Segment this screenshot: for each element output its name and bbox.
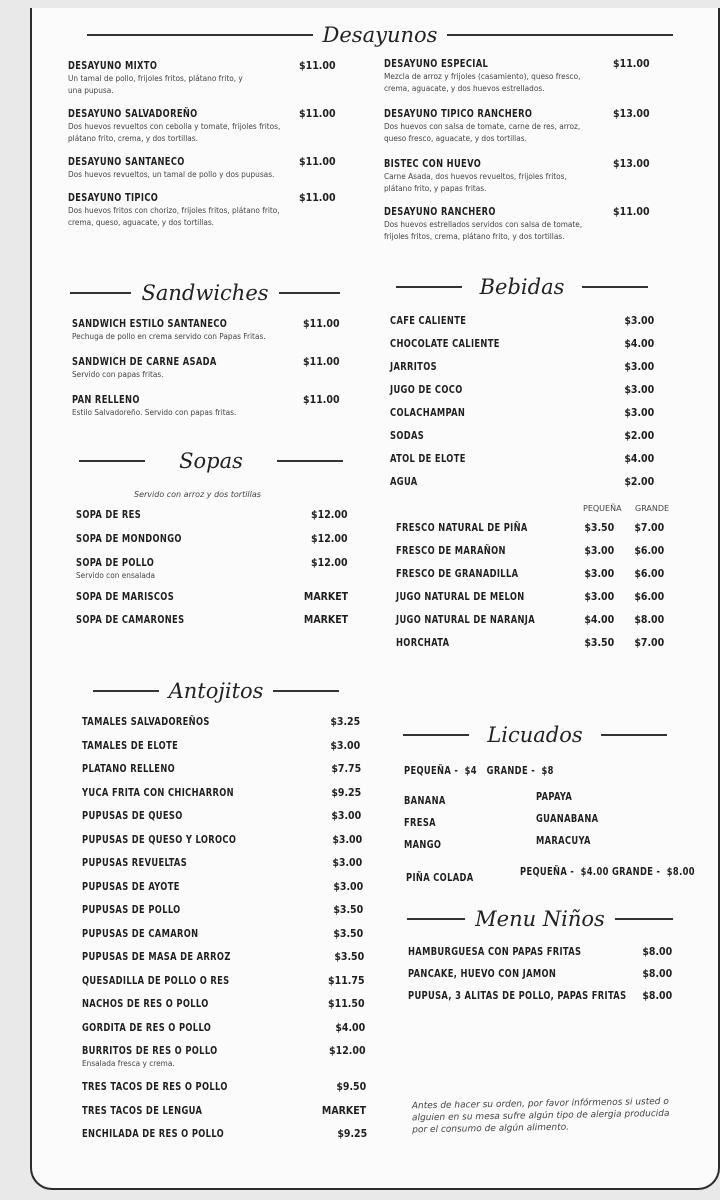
item-description: Carne Asada, dos huevos revueltos, frijoles fritos, plátano frito, y papas fritas.	[384, 171, 567, 193]
menu-item	[72, 356, 344, 394]
item-description: Mezcla de arroz y frijoles (casamiento), queso fresco, crema, aguacate, y dos huevos estrellados.	[384, 71, 581, 93]
bebidas-heading	[388, 272, 656, 302]
item-price: $3.50	[333, 904, 364, 916]
item-price: $13.00	[613, 158, 650, 170]
item-price: $11.00	[613, 206, 650, 218]
item-description: Un tamal de pollo, frijoles fritos, plátano frito, y una pupusa.	[68, 73, 243, 95]
menu-item	[68, 192, 340, 240]
licuados-sizes: PEQUEÑA - $4 GRANDE - $8	[404, 765, 554, 777]
bebidas-title: Bebidas	[479, 275, 565, 299]
item-name: JARRITOS	[390, 361, 437, 373]
sopas-subtitle: Servido con arroz y dos tortillas	[134, 490, 261, 499]
menu-item	[390, 361, 658, 384]
menu-item	[82, 1104, 367, 1129]
heading-rule	[79, 460, 145, 462]
item-name: FRESCO DE GRANADILLA	[396, 568, 519, 580]
sopas-list	[76, 509, 348, 637]
item-name: TRES TACOS DE LENGUA	[82, 1104, 203, 1117]
sandwiches-list	[72, 318, 344, 432]
menu-item	[82, 787, 364, 811]
bebidas-list	[390, 315, 658, 499]
heading-rule	[407, 918, 465, 920]
item-name: SOPA DE POLLO	[76, 557, 155, 569]
item-price: MARKET	[303, 591, 348, 603]
menu-item	[82, 1022, 364, 1046]
flavor: MANGO	[404, 839, 442, 851]
item-name: HAMBURGUESA CON PAPAS FRITAS	[408, 946, 582, 958]
item-name: ENCHILADA DE RES O POLLO	[82, 1128, 225, 1140]
menu-item	[82, 857, 364, 881]
item-name: PUPUSAS DE AYOTE	[82, 880, 180, 893]
item-name: CAFE CALIENTE	[390, 315, 467, 327]
heading-rule	[447, 34, 673, 36]
item-price: MARKET	[322, 1104, 367, 1117]
allergy-note: Antes de hacer su orden, por favor infórmenos si usted o alguien en su mesa sufre algún tipo de alergia producida por el consumo de algún alimento.	[411, 1096, 670, 1136]
desayunos-title: Desayunos	[322, 23, 438, 47]
menu-item	[76, 509, 348, 533]
item-price: $11.00	[303, 356, 340, 368]
menu-item	[82, 998, 364, 1022]
menu-item	[390, 407, 658, 430]
item-price: $2.00	[624, 430, 654, 442]
item-price: $8.00	[642, 968, 672, 980]
item-description: Dos huevos revueltos, un tamal de pollo y dos pupusas.	[68, 169, 275, 179]
menu-item	[82, 1081, 364, 1105]
menu-item	[82, 928, 364, 952]
item-name: SOPA DE MONDONGO	[76, 533, 182, 545]
item-name: BISTEC CON HUEVO	[384, 158, 482, 170]
item-name: FRESCO DE MARAÑON	[396, 545, 506, 557]
price-small: $4.00	[584, 614, 614, 626]
menu-item	[384, 158, 656, 206]
menu-item	[396, 637, 664, 660]
item-name: DESAYUNO SANTANECO	[68, 156, 185, 168]
price-large: $8.00	[634, 614, 664, 626]
price-small: $3.00	[584, 545, 614, 557]
item-name: YUCA FRITA CON CHICHARRON	[82, 786, 234, 799]
item-name: PUPUSAS DE CAMARON	[82, 927, 199, 940]
item-name: PUPUSAS DE POLLO	[82, 904, 181, 916]
item-name: TAMALES SALVADOREÑOS	[82, 716, 210, 728]
item-price: $4.00	[624, 338, 654, 350]
item-name: PANCAKE, HUEVO CON JAMON	[408, 968, 557, 980]
item-price: $3.00	[624, 315, 654, 327]
item-price: $7.75	[330, 763, 361, 775]
item-price: $11.00	[299, 192, 336, 204]
item-price: $8.00	[642, 946, 672, 958]
item-price: $11.50	[328, 998, 365, 1010]
item-name: AGUA	[390, 476, 418, 488]
licuados-col1	[404, 795, 451, 861]
menu-item	[82, 975, 364, 999]
menu-item	[390, 476, 658, 499]
menu-item	[396, 568, 664, 591]
item-price: $11.00	[299, 108, 336, 120]
menu-item	[396, 545, 664, 568]
item-price: $9.25	[336, 1128, 367, 1140]
menu-item	[82, 810, 364, 834]
item-name: BURRITOS DE RES O POLLO	[82, 1045, 218, 1057]
menu-item	[82, 740, 364, 764]
desayunos-right	[384, 58, 656, 254]
flavor: BANANA	[404, 795, 446, 807]
menu-item	[390, 453, 658, 476]
item-price: $3.00	[624, 361, 654, 373]
menu-item	[390, 430, 658, 453]
heading-rule	[279, 292, 340, 294]
menu-item	[396, 591, 664, 614]
item-description: Dos huevos fritos con chorizo, frijoles fritos, plátano frito, crema, queso, aguacate, y dos tortillas.	[68, 205, 280, 227]
item-name: JUGO NATURAL DE NARANJA	[396, 614, 536, 626]
sandwiches-heading	[70, 278, 340, 308]
item-price: $11.75	[327, 974, 365, 987]
item-name: TAMALES DE ELOTE	[82, 739, 179, 752]
menu-item	[76, 591, 348, 614]
item-name: SODAS	[390, 430, 425, 442]
item-name: DESAYUNO SALVADOREÑO	[68, 108, 198, 120]
menu-item	[72, 394, 344, 432]
pina-colada-name: PIÑA COLADA	[406, 872, 474, 884]
item-name: QUESADILLA DE POLLO O RES	[82, 974, 230, 987]
menu-item	[82, 834, 364, 858]
price-large: $7.00	[634, 637, 664, 649]
menu-item	[396, 614, 664, 637]
antojitos-title: Antojitos	[168, 679, 264, 703]
item-price: $3.00	[330, 739, 361, 752]
item-name: PUPUSAS REVUELTAS	[82, 857, 188, 869]
sopas-heading	[74, 446, 348, 476]
item-price: $11.00	[299, 60, 336, 72]
item-description: Estilo Salvadoreño. Servido con papas fritas.	[72, 407, 237, 417]
heading-rule	[93, 690, 159, 692]
item-name: DESAYUNO TIPICO RANCHERO	[384, 108, 533, 120]
heading-rule	[70, 292, 131, 294]
flavor: GUANABANA	[536, 813, 599, 825]
licuados-heading	[400, 720, 670, 750]
menu-item	[68, 60, 340, 108]
menu-item	[82, 904, 364, 928]
menu-item	[72, 318, 344, 356]
item-price: $3.25	[330, 716, 360, 728]
item-description: Dos huevos revueltos con cebolla y tomate, frijoles fritos, plátano frito, crema, y dos tortillas.	[68, 121, 281, 143]
heading-rule	[396, 286, 462, 288]
item-name: JUGO NATURAL DE MELON	[396, 591, 525, 603]
price-small: $3.00	[584, 591, 614, 603]
menu-item	[384, 206, 656, 254]
item-price: $3.50	[333, 927, 364, 940]
item-name: SOPA DE MARISCOS	[76, 591, 175, 603]
item-description: Ensalada fresca y crema.	[82, 1058, 175, 1068]
item-name: PUPUSAS DE MASA DE ARROZ	[82, 951, 231, 963]
item-name: HORCHATA	[396, 637, 450, 649]
menu-item	[390, 315, 658, 338]
item-name: JUGO DE COCO	[390, 384, 463, 396]
item-name: SOPA DE RES	[76, 509, 142, 521]
desayunos-left	[68, 60, 340, 240]
ninos-title: Menu Niños	[475, 907, 605, 931]
desayunos-heading	[60, 20, 700, 50]
item-price: $11.00	[303, 394, 340, 406]
item-name: DESAYUNO TIPICO	[68, 192, 159, 204]
heading-rule	[615, 918, 673, 920]
item-price: $3.00	[331, 810, 362, 822]
menu-item	[82, 951, 364, 975]
ninos-list	[408, 946, 676, 1012]
price-large: $6.00	[634, 591, 664, 603]
menu-item	[408, 946, 676, 968]
heading-rule	[273, 690, 339, 692]
item-price: $2.00	[624, 476, 654, 488]
flavor: PAPAYA	[536, 791, 573, 803]
item-description: Servido con papas fritas.	[72, 369, 164, 379]
item-price: $11.00	[303, 318, 340, 330]
menu-item	[390, 338, 658, 361]
menu-item	[68, 108, 340, 156]
heading-rule	[87, 34, 313, 36]
item-name: DESAYUNO RANCHERO	[384, 206, 496, 218]
item-price: $11.00	[613, 58, 650, 70]
menu-item	[408, 990, 676, 1012]
menu-item	[396, 522, 664, 545]
price-large: $7.00	[634, 522, 664, 534]
item-price: MARKET	[303, 614, 348, 626]
heading-rule	[601, 734, 667, 736]
item-name: SOPA DE CAMARONES	[76, 614, 185, 626]
item-description: Dos huevos estrellados servidos con salsa de tomate, frijoles fritos, crema, plátano frito, y dos tortillas.	[384, 219, 583, 241]
price-large: $6.00	[634, 568, 664, 580]
licuados-col2	[536, 791, 607, 857]
item-price: $12.00	[311, 509, 348, 521]
menu-item	[384, 108, 656, 158]
item-name: PUPUSAS DE QUESO	[82, 810, 183, 822]
item-name: SANDWICH DE CARNE ASADA	[72, 356, 217, 368]
price-small: $3.50	[584, 637, 614, 649]
item-price: $12.00	[329, 1045, 366, 1057]
size-large-header: GRANDE	[635, 504, 670, 513]
item-price: $11.00	[299, 156, 336, 168]
ninos-heading	[406, 904, 674, 934]
menu-item	[82, 763, 364, 787]
price-large: $6.00	[634, 545, 664, 557]
item-price: $12.00	[311, 533, 348, 545]
item-price: $13.00	[613, 108, 650, 120]
size-small-header: PEQUEÑA	[583, 504, 622, 513]
item-price: $3.00	[624, 407, 654, 419]
item-price: $9.25	[331, 786, 362, 799]
heading-rule	[277, 460, 343, 462]
item-price: $12.00	[311, 557, 348, 569]
flavor: MARACUYA	[536, 835, 591, 847]
menu-item	[76, 533, 348, 557]
item-price: $3.00	[332, 833, 362, 846]
heading-rule	[582, 286, 648, 288]
menu-item	[408, 968, 676, 990]
licuados-title: Licuados	[487, 723, 583, 747]
item-name: CHOCOLATE CALIENTE	[390, 338, 500, 350]
flavor: FRESA	[404, 817, 436, 829]
item-name: DESAYUNO ESPECIAL	[384, 58, 489, 70]
item-description: Dos huevos con salsa de tomate, carne de res, arroz, queso fresco, aguacate, y dos tortillas.	[384, 121, 581, 143]
frescos-list	[396, 522, 664, 660]
item-name: NACHOS DE RES O POLLO	[82, 998, 209, 1010]
antojitos-heading	[80, 676, 352, 706]
item-name: PUPUSA, 3 ALITAS DE POLLO, PAPAS FRITAS	[408, 990, 627, 1002]
menu-item	[384, 58, 656, 108]
item-price: $9.50	[336, 1081, 366, 1093]
item-description: Servido con ensalada	[76, 570, 156, 580]
item-price: $3.50	[334, 951, 364, 963]
item-description: Pechuga de pollo en crema servido con Papas Fritas.	[72, 331, 266, 341]
sandwiches-title: Sandwiches	[141, 281, 269, 305]
menu-item	[82, 881, 364, 905]
menu-item	[76, 557, 348, 591]
item-price: $3.00	[332, 857, 363, 869]
item-name: GORDITA DE RES O POLLO	[82, 1021, 212, 1034]
price-small: $3.00	[584, 568, 614, 580]
menu-item	[68, 156, 340, 192]
item-price: $8.00	[642, 990, 672, 1002]
antojitos-list	[82, 716, 367, 1152]
price-small: $3.50	[584, 522, 614, 534]
menu-item	[82, 1128, 367, 1152]
item-name: FRESCO NATURAL DE PIÑA	[396, 522, 528, 534]
item-name: PUPUSAS DE QUESO Y LOROCO	[82, 833, 237, 846]
pina-colada-prices: PEQUEÑA - $4.00 GRANDE - $8.00	[520, 866, 695, 878]
item-price: $3.00	[624, 384, 654, 396]
menu-item	[82, 716, 364, 740]
menu-item	[390, 384, 658, 407]
item-price: $4.00	[624, 453, 654, 465]
heading-rule	[403, 734, 469, 736]
sopas-title: Sopas	[179, 449, 243, 473]
item-name: COLACHAMPAN	[390, 407, 466, 419]
item-price: $3.00	[332, 880, 363, 893]
item-name: PAN RELLENO	[72, 394, 140, 406]
item-name: SANDWICH ESTILO SANTANECO	[72, 318, 228, 330]
menu-item	[82, 1045, 364, 1081]
item-price: $4.00	[335, 1021, 366, 1034]
item-name: PLATANO RELLENO	[82, 763, 176, 775]
item-name: DESAYUNO MIXTO	[68, 60, 158, 72]
item-name: ATOL DE ELOTE	[390, 453, 466, 465]
menu-item	[76, 614, 348, 637]
item-name: TRES TACOS DE RES O POLLO	[82, 1081, 228, 1093]
